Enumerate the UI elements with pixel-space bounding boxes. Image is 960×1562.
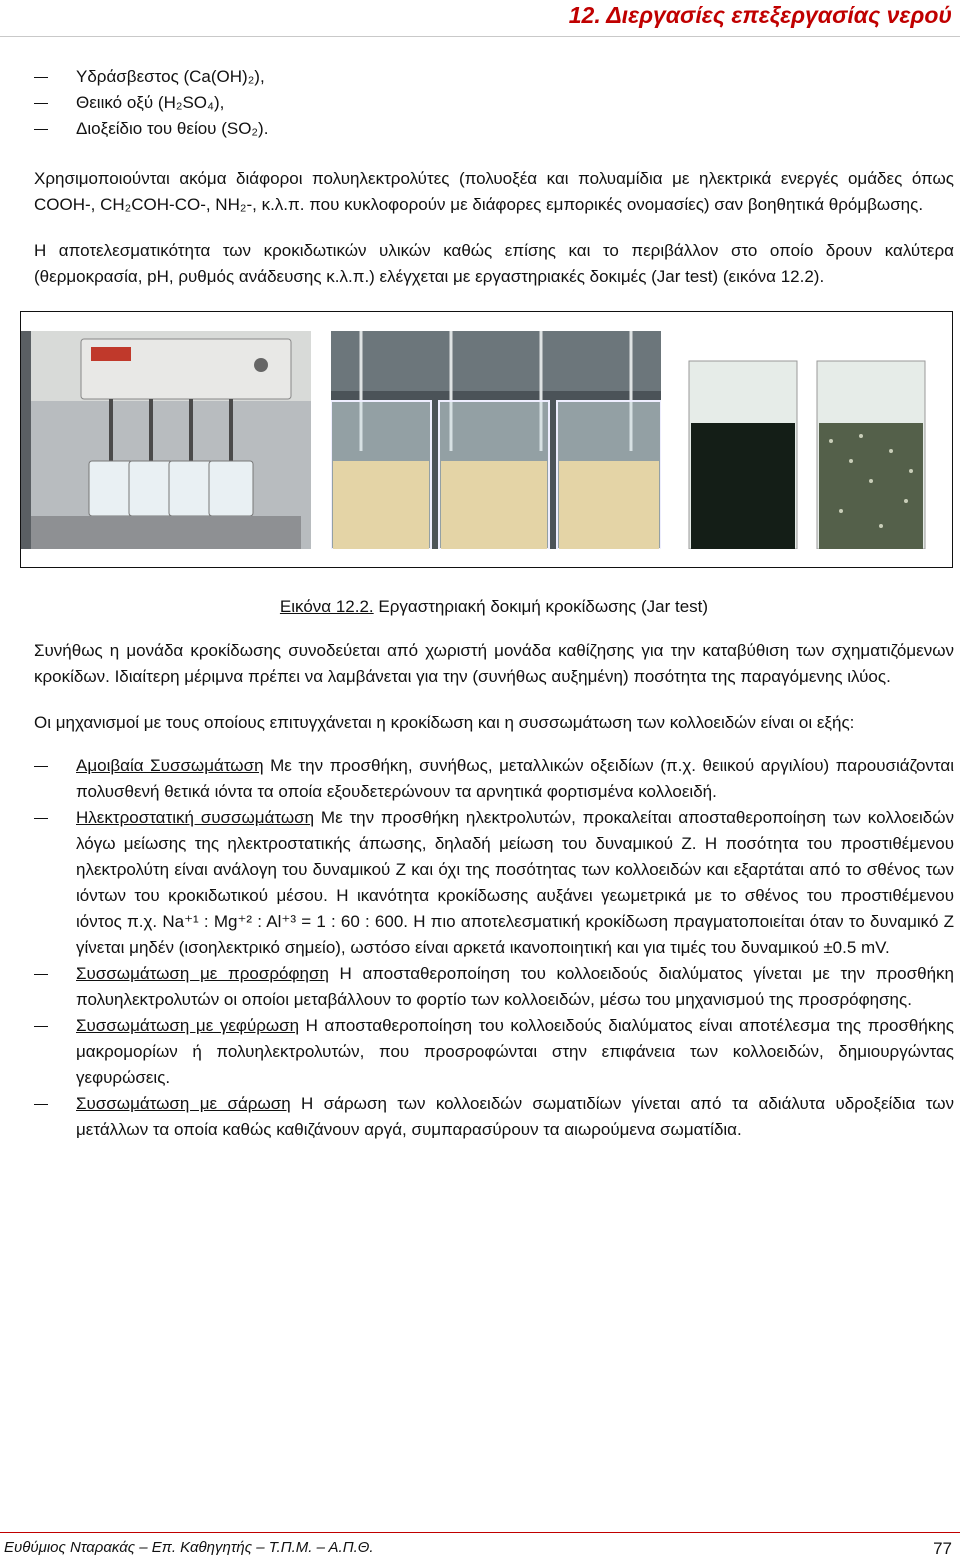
- mechanisms-list: [34, 753, 954, 1143]
- jar-test-figure: [20, 311, 953, 568]
- mechanism-text: Η σάρωση των κολλοειδών σωματιδίων γίνεται από τα αδιάλυτα υδροξείδια των μετάλλων τα οποία καθώς καθιζάνουν αργά, συμπαρασύρουν τα αιωρούμενα σωματίδια.: [76, 1094, 954, 1139]
- mechanisms-intro-paragraph: Οι μηχανισμοί με τους οποίους επιτυγχάνεται η κροκίδωση και η συσσωμάτωση των κολλοειδών είναι οι εξής:: [34, 713, 855, 732]
- mechanism-text: Με την προσθήκη ηλεκτρολυτών, προκαλείται αποσταθεροποίηση των κολλοειδών λόγω μείωσης της ηλεκτροστατικής άπωσης, δηλαδή μείωση του δυναμικού Z. Η ποσότητα του προστιθέμενου ηλεκτρολύτη είναι ανάλογη του δυναμικού Z και όχι της ποσότητας των κολλοειδών και εξαρτάται από το σθένος των ιόντων του κροκιδωτικού μέσου. Η ικανότητα κροκίδωσης αυξάνει γεωμετρικά με το σθένος του προστιθέμενου ιόντος π.χ. Na⁺¹ : Mg⁺² : Al⁺³ = 1 : 60 : 600. Η πιο αποτελεσματική κροκίδωση πραγματοποιείται όταν το δυναμικό Z γίνεται μηδέν (ισοηλεκτρικό σημείο), ωστόσο είναι αρκετά ικανοποιητική και για τιμές του δυναμικού ±0.5 mV.: [76, 808, 954, 957]
- list-item: [34, 805, 954, 961]
- mechanism-term: Συσσωμάτωση με σάρωση: [76, 1094, 291, 1113]
- page-footer: [0, 1532, 960, 1562]
- list-item: Διοξείδιο του θείου (SO₂).: [34, 116, 954, 142]
- figure-caption-text: Εργαστηριακή δοκιμή κροκίδωσης (Jar test): [373, 597, 709, 616]
- page-header: [0, 0, 960, 37]
- mechanism-term: Ηλεκτροστατική συσσωμάτωση: [76, 808, 315, 827]
- list-item: Υδράσβεστος (Ca(OH)₂),: [34, 64, 954, 90]
- mechanism-term: Συσσωμάτωση με προσρόφηση: [76, 964, 329, 983]
- page-body: [34, 64, 954, 1143]
- mechanism-term: Αμοιβαία Συσσωμάτωση: [76, 756, 264, 775]
- flocculation-beakers-photo: [331, 331, 661, 549]
- figure-caption: [34, 594, 954, 620]
- settling-paragraph: Συνήθως η μονάδα κροκίδωσης συνοδεύεται από χωριστή μονάδα καθίζησης για την καταβύθιση των σχηματιζόμενων κροκίδων. Ιδιαίτερη μέριμνα πρέπει να λαμβάνεται για την (συνήθως αυξημένη) ποσότητα της παραγόμενης ιλύος.: [34, 641, 954, 686]
- mechanism-term: Συσσωμάτωση με γεφύρωση: [76, 1016, 300, 1035]
- list-item: [34, 753, 954, 805]
- dark-water-beakers-photo: [681, 331, 939, 549]
- mechanism-text: Η αποσταθεροποίηση του κολλοειδούς διαλύματος γίνεται με την προσθήκη πολυηλεκτρολυτών οι οποίοι μεταβάλλουν το φορτίο των κολλοειδών, μέσω του μηχανισμού της προσρόφησης.: [76, 964, 954, 1009]
- list-item: Θειικό οξύ (H₂SO₄),: [34, 90, 954, 116]
- mechanism-text: Η αποσταθεροποίηση του κολλοειδούς διαλύματος είναι αποτέλεσμα της προσθήκης μακρομορίων ή πολυηλεκτρολυτών, που προσροφώνται στην επιφάνεια των κολλοειδών, δημιουργώντας γεφυρώσεις.: [76, 1016, 954, 1087]
- list-item: [34, 1013, 954, 1091]
- effectiveness-paragraph: Η αποτελεσματικότητα των κροκιδωτικών υλικών καθώς επίσης και το περιβάλλον στο οποίο δρουν καλύτερα (θερμοκρασία, pH, ρυθμός ανάδευσης κ.λ.π.) ελέγχεται με εργαστηριακές δοκιμές (Jar test) (εικόνα 12.2).: [34, 241, 954, 286]
- jar-test-apparatus-photo: [21, 331, 311, 549]
- chemicals-list: [34, 64, 954, 142]
- mechanism-text: Με την προσθήκη, συνήθως, μεταλλικών οξειδίων (π.χ. θειικού αργιλίου) παρουσιάζονται πολυσθενή θετικά ιόντα τα οποία εξουδετερώνουν τα αρνητικά φορτισμένα κολλοειδή.: [76, 756, 954, 801]
- figure-number: Εικόνα 12.2.: [279, 597, 374, 616]
- chapter-title: 12. Διεργασίες επεξεργασίας νερού: [568, 2, 952, 28]
- list-item: [34, 1091, 954, 1143]
- page-number: 77: [933, 1539, 952, 1558]
- footer-author: Ευθύμιος Νταρακάς – Επ. Καθηγητής – Τ.Π.Μ. – Α.Π.Θ.: [4, 1539, 374, 1556]
- polyelectrolytes-paragraph: Χρησιμοποιούνται ακόμα διάφοροι πολυηλεκτρολύτες (πολυοξέα και πολυαμίδια με ηλεκτρικά ενεργές ομάδες όπως COOH-, CH₂COH-CO-, NH₂-, κ.λ.π. που κυκλοφορούν με διάφορες εμπορικές ονομασίες) σαν βοηθητικά θρόμβωσης.: [34, 169, 954, 214]
- list-item: [34, 961, 954, 1013]
